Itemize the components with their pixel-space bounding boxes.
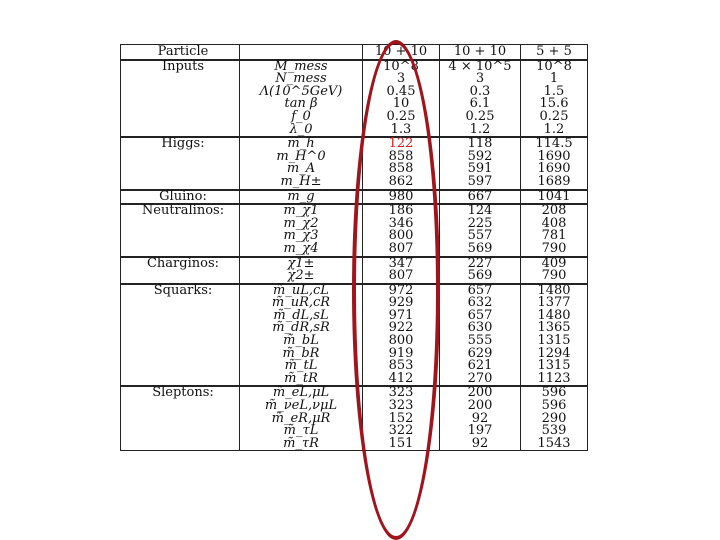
table-row [121, 60, 588, 74]
parameter-symbol: m̃_uR,cR [240, 297, 363, 310]
parameter-symbol: m̃_bL [240, 335, 363, 348]
value-cell: 409 [541, 255, 567, 271]
header-row [121, 45, 588, 60]
value-cell: 919 [363, 348, 440, 361]
value-cell: 151 [363, 438, 440, 451]
value-cell: 1041 [537, 188, 571, 204]
parameter-symbol: tan β [240, 98, 363, 111]
section-label [121, 163, 240, 176]
value-cell: 807 [363, 243, 440, 257]
section-label [121, 425, 240, 438]
parameter-symbol: m_χ1 [240, 204, 363, 218]
value-cell: 1.3 [363, 124, 440, 138]
value-cell: 6.1 [440, 98, 521, 111]
value-cell: 4 × 10^5 [440, 60, 521, 74]
value-cell: 596 [541, 385, 567, 401]
value-cell: 186 [363, 204, 440, 218]
parameter-symbol: m_χ2 [240, 218, 363, 231]
parameter-symbol: λ_0 [240, 124, 363, 138]
value-cell: 569 [440, 270, 521, 284]
table-row [121, 297, 588, 310]
value-cell: 3 [440, 73, 521, 86]
table-row [121, 284, 588, 298]
spectrum-table [120, 44, 588, 451]
section-label: Neutralinos: [121, 204, 240, 218]
parameter-symbol: m̃_dL,sL [240, 310, 363, 323]
value-cell: 124 [440, 204, 521, 218]
section-label [121, 348, 240, 361]
table-row [121, 373, 588, 387]
section-gluino [121, 190, 588, 205]
value-cell: 980 [363, 190, 440, 205]
section-label [121, 373, 240, 387]
parameter-symbol: m_H± [240, 176, 363, 190]
section-label [121, 86, 240, 99]
table-row [121, 270, 588, 284]
value-cell: 1690 [537, 148, 571, 164]
table-row [121, 348, 588, 361]
value-cell: 858 [363, 151, 440, 164]
section-label [121, 322, 240, 335]
parameter-symbol: m_g [240, 190, 363, 205]
value-cell: 152 [363, 413, 440, 426]
value-cell: 1 [549, 71, 559, 87]
value-cell: 0.25 [440, 111, 521, 124]
value-cell: 569 [440, 243, 521, 257]
table-row [121, 322, 588, 335]
value-cell: 800 [363, 335, 440, 348]
value-cell: 1315 [537, 333, 571, 349]
header-col-2: 10 + 10 [440, 45, 521, 60]
value-cell: 781 [541, 228, 567, 244]
value-cell: 200 [440, 386, 521, 400]
value-cell: 197 [440, 425, 521, 438]
value-cell: 539 [541, 423, 567, 439]
value-cell: 208 [541, 203, 567, 219]
parameter-symbol: m̃_νeL,νμL [240, 400, 363, 413]
value-cell: 1377 [537, 295, 571, 311]
value-cell: 1315 [537, 358, 571, 374]
table-row [121, 400, 588, 413]
value-cell: 790 [541, 268, 567, 284]
value-cell: 555 [440, 335, 521, 348]
table-row [121, 124, 588, 138]
table-header [121, 45, 588, 60]
table-row [121, 204, 588, 218]
value-cell: 657 [440, 310, 521, 323]
value-cell: 1.2 [440, 124, 521, 138]
value-cell: 270 [440, 373, 521, 387]
header-col-3: 5 + 5 [536, 44, 572, 59]
value-cell: 807 [363, 270, 440, 284]
table-row [121, 163, 588, 176]
value-cell: 122 [363, 137, 440, 151]
table-row [121, 438, 588, 451]
value-cell: 972 [363, 284, 440, 298]
value-cell: 408 [541, 215, 567, 231]
value-cell: 858 [363, 163, 440, 176]
value-cell: 0.25 [363, 111, 440, 124]
parameter-symbol: m̃_τR [240, 438, 363, 451]
table-row [121, 425, 588, 438]
section-label [121, 413, 240, 426]
value-cell: 10^8 [536, 58, 572, 74]
section-neutralinos [121, 204, 588, 256]
value-cell: 1.2 [543, 121, 565, 137]
section-label [121, 297, 240, 310]
section-label [121, 176, 240, 190]
header-col-1: 10 + 10 [363, 45, 440, 60]
section-sleptons [121, 386, 588, 450]
value-cell: 0.3 [440, 86, 521, 99]
value-cell: 1689 [537, 173, 571, 189]
parameter-symbol: m_h [240, 137, 363, 151]
value-cell: 0.25 [539, 108, 569, 124]
parameter-symbol: m_A [240, 163, 363, 176]
value-cell: 667 [440, 190, 521, 205]
parameter-symbol: m̃_tL [240, 360, 363, 373]
value-cell: 346 [363, 218, 440, 231]
table-row [121, 218, 588, 231]
parameter-symbol: f_0 [240, 111, 363, 124]
value-cell: 630 [440, 322, 521, 335]
value-cell: 1480 [537, 307, 571, 323]
section-label: Sleptons: [121, 386, 240, 400]
table-row [121, 413, 588, 426]
section-label [121, 243, 240, 257]
value-cell: 15.6 [539, 96, 569, 112]
section-charginos [121, 257, 588, 284]
section-label [121, 230, 240, 243]
value-cell: 10^8 [363, 60, 440, 74]
value-cell: 225 [440, 218, 521, 231]
value-cell: 971 [363, 310, 440, 323]
parameter-symbol: Λ(10^5GeV) [240, 86, 363, 99]
value-cell: 862 [363, 176, 440, 190]
table-row [121, 360, 588, 373]
section-label [121, 111, 240, 124]
section-label [121, 73, 240, 86]
table-row [121, 111, 588, 124]
section-label [121, 360, 240, 373]
value-cell: 322 [363, 425, 440, 438]
section-label [121, 310, 240, 323]
section-label: Squarks: [121, 284, 240, 298]
parameter-symbol: m̃_uL,cL [240, 284, 363, 298]
section-label: Gluino: [121, 190, 240, 205]
value-cell: 557 [440, 230, 521, 243]
parameter-symbol: m̃_τL [240, 425, 363, 438]
value-cell: 929 [363, 297, 440, 310]
parameter-symbol: m_H^0 [240, 151, 363, 164]
value-cell: 629 [440, 348, 521, 361]
value-cell: 412 [363, 373, 440, 387]
value-cell: 227 [440, 257, 521, 271]
section-label [121, 98, 240, 111]
value-cell: 347 [363, 257, 440, 271]
value-cell: 621 [440, 360, 521, 373]
value-cell: 790 [541, 240, 567, 256]
value-cell: 3 [363, 73, 440, 86]
section-inputs [121, 60, 588, 138]
table-row [121, 73, 588, 86]
section-label [121, 270, 240, 284]
parameter-symbol: m̃_bR [240, 348, 363, 361]
value-cell: 597 [440, 176, 521, 190]
section-label [121, 218, 240, 231]
value-cell: 114.5 [535, 136, 573, 152]
value-cell: 92 [440, 438, 521, 451]
parameter-symbol: χ2± [240, 270, 363, 284]
parameter-symbol: m̃_dR,sR [240, 322, 363, 335]
parameter-symbol: M_mess [240, 60, 363, 74]
value-cell: 1480 [537, 282, 571, 298]
table-row [121, 230, 588, 243]
table-row [121, 86, 588, 99]
parameter-symbol: m̃_eR,μR [240, 413, 363, 426]
section-label [121, 438, 240, 451]
section-label: Higgs: [121, 137, 240, 151]
section-label: Charginos: [121, 257, 240, 271]
value-cell: 118 [440, 137, 521, 151]
section-higgs [121, 137, 588, 189]
table-row [121, 335, 588, 348]
value-cell: 0.45 [363, 86, 440, 99]
table-row [121, 151, 588, 164]
section-label [121, 124, 240, 138]
parameter-symbol: m_χ3 [240, 230, 363, 243]
parameter-symbol: χ1± [240, 257, 363, 271]
value-cell: 323 [363, 400, 440, 413]
parameter-symbol: m̃_eL,μL [240, 386, 363, 400]
value-cell: 1543 [537, 435, 571, 451]
value-cell: 922 [363, 322, 440, 335]
value-cell: 323 [363, 386, 440, 400]
section-label: Inputs [121, 60, 240, 74]
table-row [121, 176, 588, 190]
header-symbol [240, 45, 363, 60]
section-label [121, 335, 240, 348]
value-cell: 1690 [537, 161, 571, 177]
table-row [121, 386, 588, 400]
value-cell: 657 [440, 284, 521, 298]
value-cell: 290 [541, 410, 567, 426]
table-row [121, 98, 588, 111]
value-cell: 1.5 [543, 83, 565, 99]
section-label [121, 400, 240, 413]
table-row [121, 257, 588, 271]
section-squarks [121, 284, 588, 387]
parameter-symbol: N_mess [240, 73, 363, 86]
value-cell: 592 [440, 151, 521, 164]
value-cell: 853 [363, 360, 440, 373]
value-cell: 200 [440, 400, 521, 413]
header-particle: Particle [121, 45, 240, 60]
table-row [121, 137, 588, 151]
value-cell: 632 [440, 297, 521, 310]
table-row [121, 310, 588, 323]
parameter-symbol: m̃_tR [240, 373, 363, 387]
value-cell: 596 [541, 398, 567, 414]
value-cell: 1294 [537, 345, 571, 361]
table-row [121, 243, 588, 257]
value-cell: 92 [440, 413, 521, 426]
parameter-symbol: m_χ4 [240, 243, 363, 257]
value-cell: 1123 [537, 370, 571, 386]
value-cell: 10 [363, 98, 440, 111]
table-row [121, 190, 588, 205]
value-cell: 1365 [537, 320, 571, 336]
value-cell: 591 [440, 163, 521, 176]
value-cell: 800 [363, 230, 440, 243]
section-label [121, 151, 240, 164]
